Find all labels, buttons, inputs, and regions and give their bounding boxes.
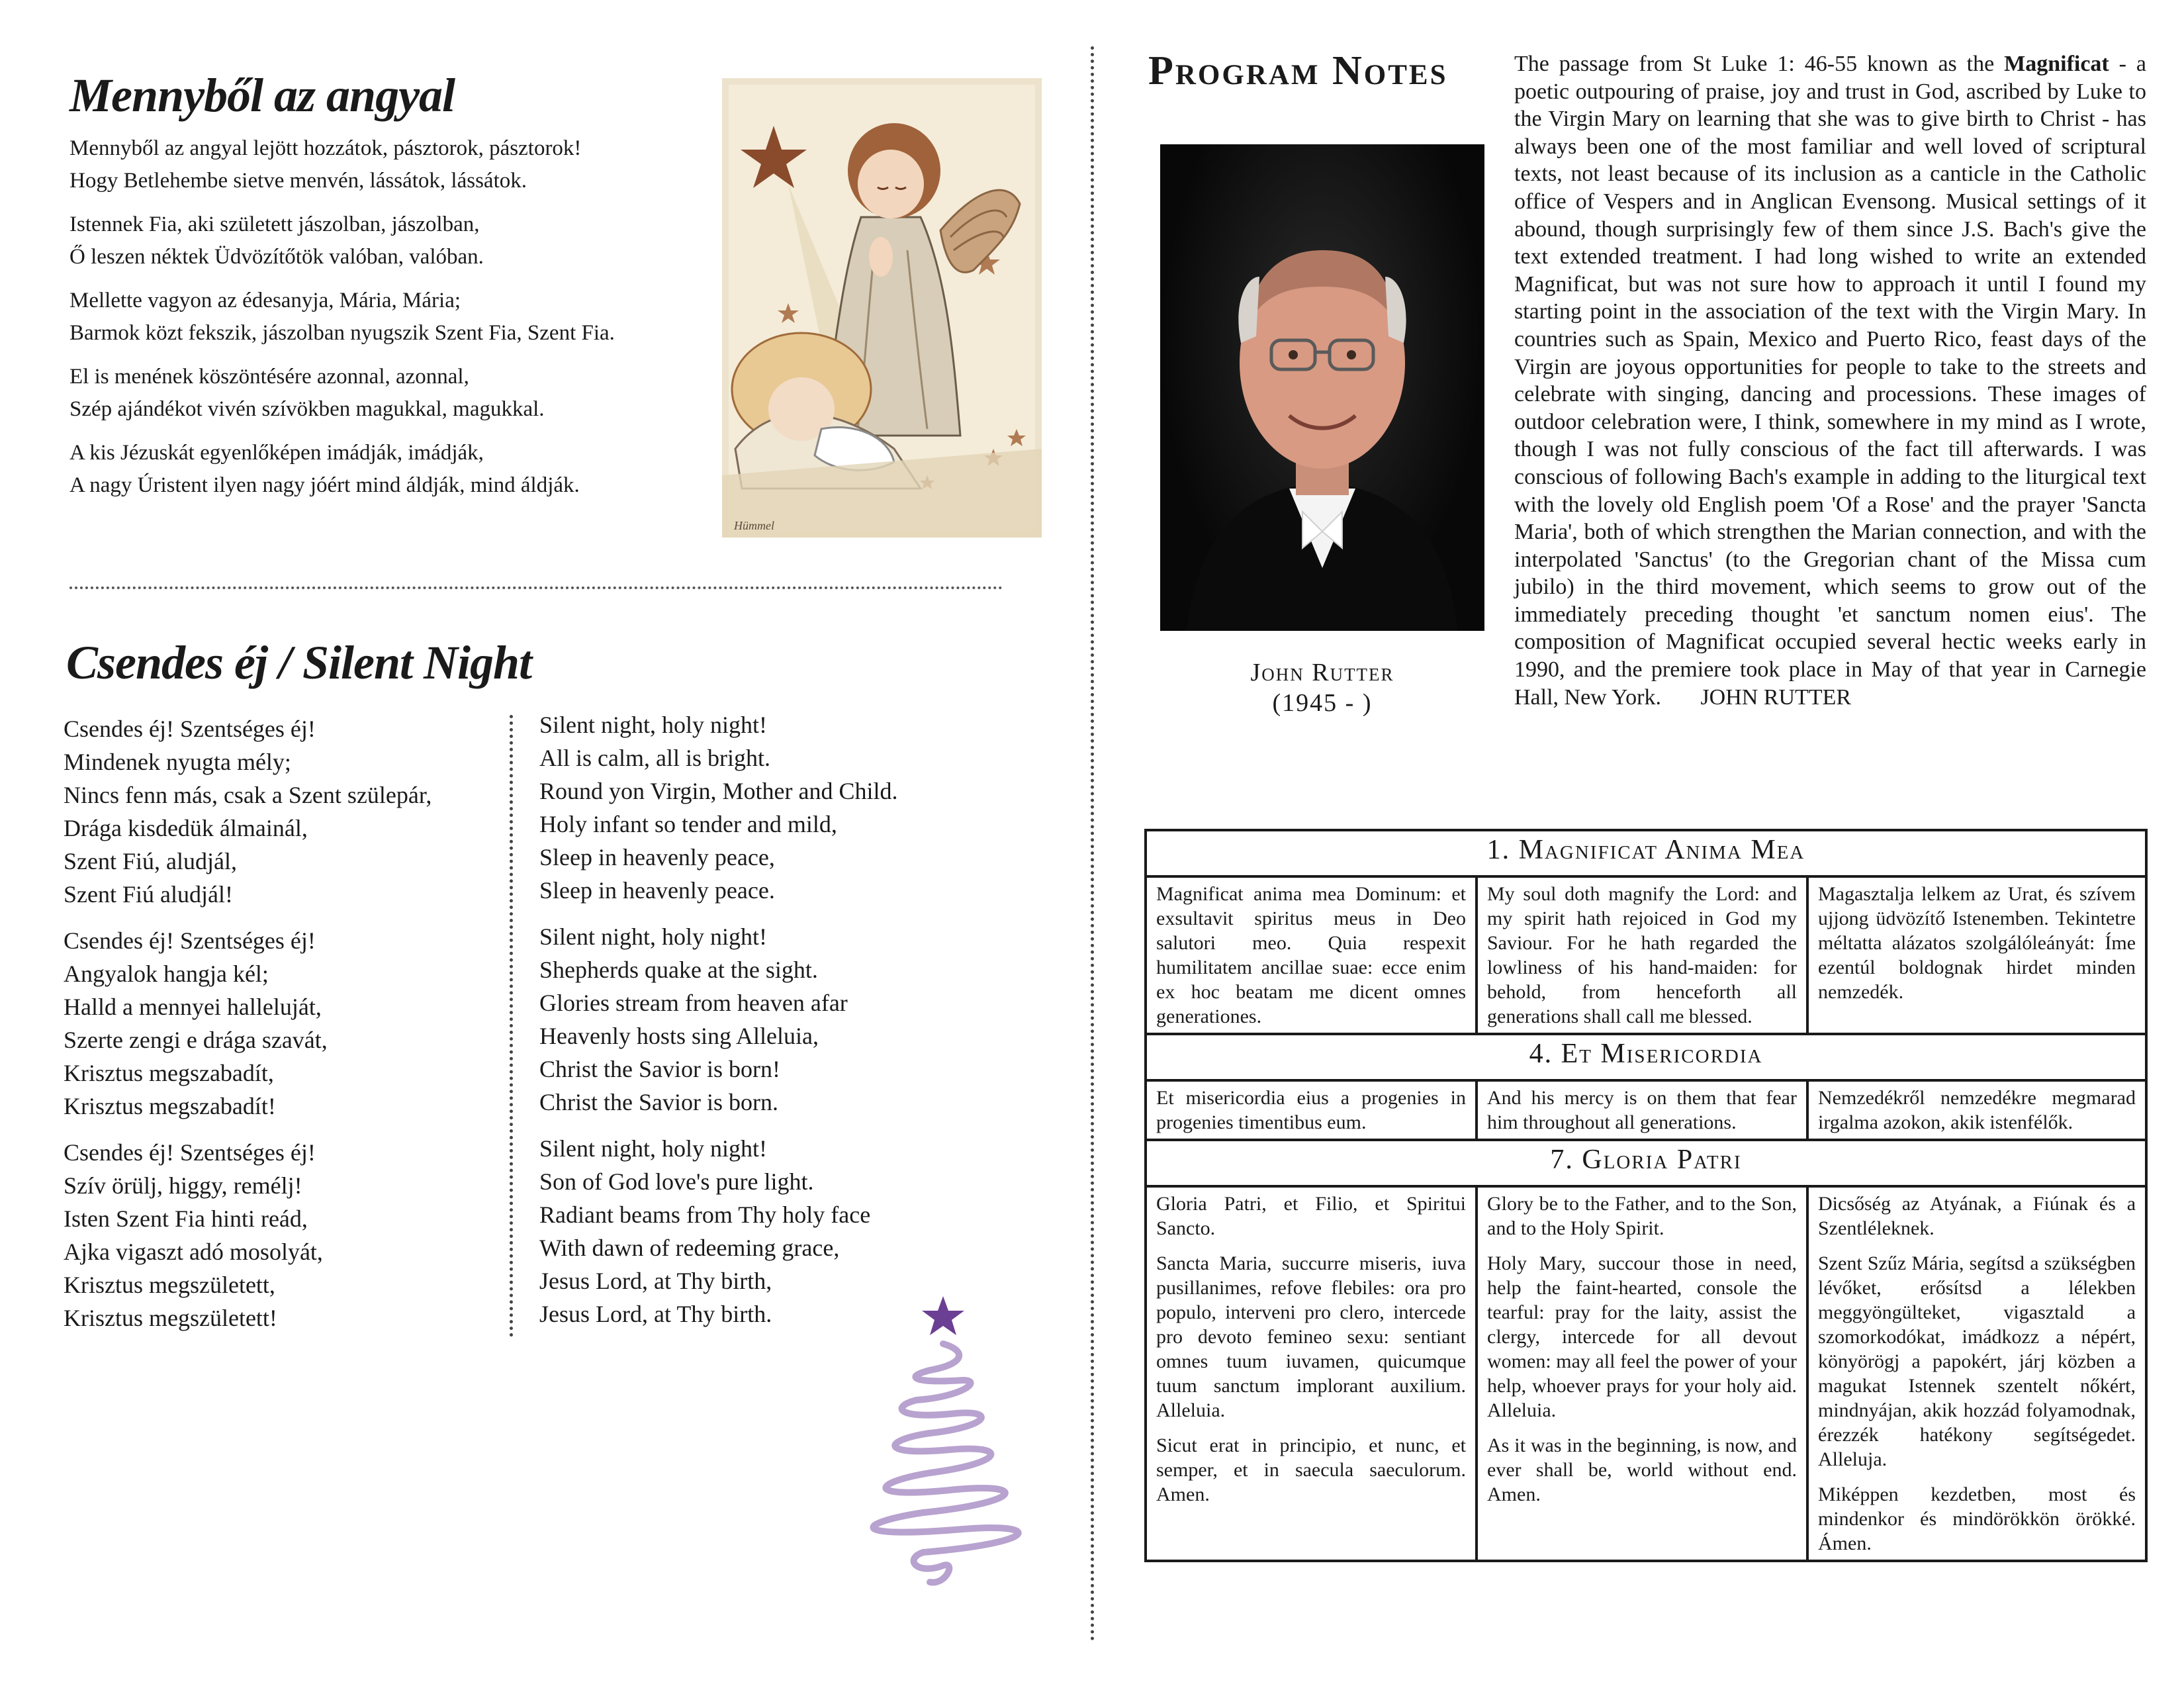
lyric-line: Sleep in heavenly peace, xyxy=(539,844,775,870)
section-header-row xyxy=(1146,1034,2146,1080)
composer-photo xyxy=(1160,144,1484,631)
hungarian-paragraph: Dicsőség az Atyának, a Fiúnak és a Szentléleknek. xyxy=(1818,1193,2136,1239)
program-notes-body xyxy=(1514,50,2146,711)
hungarian-text-cell xyxy=(1807,876,2146,1034)
lyric-line: Hogy Betlehembe sietve menvén, lássátok, lássátok. xyxy=(69,169,527,193)
silent-night-title: Csendes éj / Silent Night xyxy=(66,636,532,689)
stanza xyxy=(64,712,487,911)
lyric-line: Jesus Lord, at Thy birth, xyxy=(539,1268,772,1294)
lyric-line: Radiant beams from Thy holy face xyxy=(539,1201,871,1228)
latin-paragraph: Sicut erat in principio, et nunc, et semper, et in saecula saeculorum. Amen. xyxy=(1156,1434,1466,1505)
lyric-line: Christ the Savior is born! xyxy=(539,1056,780,1082)
lyric-line: Krisztus megszabadít! xyxy=(64,1093,276,1119)
program-notes-heading: Program Notes xyxy=(1148,48,1448,93)
lyric-line: El is menének köszöntésére azonnal, azonnal, xyxy=(69,365,469,389)
english-paragraph: Holy Mary, succour those in need, help the faint-hearted, console the tearful: pray for the laity, assist the clergy, intercede for all devout women: may all feel the power of your help, whoever prays for your holy aid. Alleluia. xyxy=(1487,1252,1797,1421)
silent-night-hungarian-lyrics xyxy=(64,712,487,1348)
composer-caption xyxy=(1160,657,1484,718)
page-divider xyxy=(1091,46,1094,1642)
hungarian-paragraph: Miképpen kezdetben, most és mindenkor és mindörökkön örökké. Ámen. xyxy=(1818,1483,2136,1554)
christmas-tree-ornament xyxy=(831,1291,1056,1589)
silent-night-english-lyrics xyxy=(539,708,1003,1344)
english-paragraph: And his mercy is on them that fear him throughout all generations. xyxy=(1487,1087,1797,1133)
angel-illustration xyxy=(722,78,1042,538)
column-divider xyxy=(510,715,513,1337)
lyric-line: With dawn of redeeming grace, xyxy=(539,1235,840,1261)
lyric-line: A kis Jézuskát egyenlőképen imádják, imádják, xyxy=(69,441,484,465)
lyric-line: Round yon Virgin, Mother and Child. xyxy=(539,778,898,804)
section-header-row xyxy=(1146,1140,2146,1186)
verse xyxy=(69,285,705,350)
lyric-line: Krisztus megszületett! xyxy=(64,1305,277,1331)
section-text-row xyxy=(1146,1186,2146,1561)
lyric-line: Heavenly hosts sing Alleluia, xyxy=(539,1023,819,1049)
lyric-line: A nagy Úristent ilyen nagy jóért mind áldják, mind áldják. xyxy=(69,473,580,497)
lyric-line: Szerte zengi e drága szavát, xyxy=(64,1027,328,1053)
stanza xyxy=(539,920,1003,1119)
magnificat-text-table xyxy=(1144,829,2148,1562)
notes-text: - a poetic outpouring of praise, joy and trust in God, ascribed by Luke to the Virgin Mary on learning that she was to give birth to Christ - has always been one of the most familiar and well loved of scriptural texts, not least because of its inclusion as a canticle in the Catholic office of Vespers and in Anglican Evensong. Musical settings of it abound, though surprisingly few of them since J.S. Bach's give the text extended treatment. I had long wished to write an extended Magnificat, but was not sure how to approach it until I found my starting point in the association of the text with the Virgin Mary. In countries such as Spain, Mexico and Puerto Rico, feast days of the Virgin are joyous opportunities for people to take to the streets and celebrate with singing, dancing and processions. These images of outdoor celebration were, I think, somewhere in my mind as I wrote, though I was not fully conscious of the fact till afterwards. I was conscious of following Bach's example in adding to the liturgical text with the lovely old English poem 'Of a Rose' and the prayer 'Sancta Maria', both of which strengthen the Marian connection, and with the interpolated 'Sanctus' (to the Gregorian chant of the Missa cum jubilo) in the third movement, which seems to grow out of the immediately preceding thought 'et sanctum nomen eius'. The composition of Magnificat occupied several hectic weeks early in 1990, and the premiere took place in May of that year in Carnegie Hall, New York. xyxy=(1514,52,2146,710)
lyric-line: Ő leszen néktek Üdvözítőtök valóban, valóban. xyxy=(69,245,484,269)
lyric-line: Barmok közt fekszik, jászolban nyugszik Szent Fia, Szent Fia. xyxy=(69,321,615,345)
latin-paragraph: Et misericordia eius a progenies in progenies timentibus eum. xyxy=(1156,1087,1466,1133)
lyric-line: Halld a mennyei halleluját, xyxy=(64,994,322,1020)
lyric-line: Csendes éj! Szentséges éj! xyxy=(64,927,316,954)
lyric-line: Szív örülj, higgy, remélj! xyxy=(64,1172,302,1199)
lyric-line: Ajka vigaszt adó mosolyát, xyxy=(64,1239,323,1265)
lyric-line: Angyalok hangja kél; xyxy=(64,961,269,987)
section-heading: 7. Gloria Patri xyxy=(1146,1140,2146,1186)
english-paragraph: As it was in the beginning, is now, and ever shall be, world without end. Amen. xyxy=(1487,1434,1797,1505)
lyric-line: Silent night, holy night! xyxy=(539,923,768,950)
latin-text-cell xyxy=(1146,1186,1477,1561)
lyric-line: Son of God love's pure light. xyxy=(539,1168,814,1195)
lyric-line: Csendes éj! Szentséges éj! xyxy=(64,1139,316,1166)
latin-text-cell xyxy=(1146,1080,1477,1140)
lyric-line: Isten Szent Fia hinti reád, xyxy=(64,1205,308,1232)
hungarian-text-cell xyxy=(1807,1080,2146,1140)
latin-text-cell xyxy=(1146,876,1477,1034)
hungarian-paragraph: Magasztalja lelkem az Urat, és szívem ujjong üdvözítő Istenemben. Tekintetre méltatta alázatos szolgálóleányát: Íme ezentúl boldognak hirdet minden nemzedék. xyxy=(1818,883,2136,1003)
lyric-line: Christ the Savior is born. xyxy=(539,1089,778,1115)
hungarian-text-cell xyxy=(1807,1186,2146,1561)
lyric-line: Krisztus megszabadít, xyxy=(64,1060,274,1086)
lyric-line: Sleep in heavenly peace. xyxy=(539,877,775,904)
verse xyxy=(69,437,705,502)
english-text-cell xyxy=(1477,1080,1807,1140)
stanza xyxy=(64,924,487,1123)
mennybol-title: Mennyből az angyal xyxy=(69,69,455,122)
verse xyxy=(69,209,705,273)
notes-intro: The passage from St Luke 1: 46-55 known as the xyxy=(1514,52,2005,76)
lyric-line: Mellette vagyon az édesanyja, Mária, Mária; xyxy=(69,289,461,312)
lyric-line: Silent night, holy night! xyxy=(539,1135,768,1162)
section-heading: 1. Magnificat Anima Mea xyxy=(1146,830,2146,876)
notes-magnificat-bold: Magnificat xyxy=(2004,52,2109,76)
lyric-line: Istennek Fia, aki született jászolban, jászolban, xyxy=(69,212,480,236)
stanza xyxy=(64,1136,487,1335)
lyric-line: Glories stream from heaven afar xyxy=(539,990,848,1016)
section-text-row xyxy=(1146,876,2146,1034)
hungarian-paragraph: Szent Szűz Mária, segítsd a szükségben lévőket, erősítsd a lélekben meggyöngülteket, vigasztald a szomorkodókat, imádkozz a népért, könyörögj a papokért, járj közben a magukat Istennek szentelt nőkért, mindnyájan, akik hozzád folyamodnak, érezzék hatékony segítségedet. Alleluja. xyxy=(1818,1252,2136,1470)
composer-dates: (1945 - ) xyxy=(1272,689,1373,717)
english-paragraph: My soul doth magnify the Lord: and my spirit hath rejoiced in God my Saviour. For he hath regarded the lowliness of his hand-maiden: for behold, from henceforth all generations shall call me blessed. xyxy=(1487,883,1797,1027)
section-heading: 4. Et Misericordia xyxy=(1146,1034,2146,1080)
lyric-line: Silent night, holy night! xyxy=(539,712,768,738)
lyric-line: Jesus Lord, at Thy birth. xyxy=(539,1301,772,1327)
english-text-cell xyxy=(1477,876,1807,1034)
lyric-line: Szent Fiú, aludjál, xyxy=(64,848,237,874)
section-header-row xyxy=(1146,830,2146,876)
latin-paragraph: Sancta Maria, succurre miseris, iuva pusillanimes, refove flebiles: ora pro populo, interveni pro clero, intercede pro devoto femineo sexu: sentiant omnes tuum iuvamen, quicumque tuum sanctum implorant auxilium. Alleluia. xyxy=(1156,1252,1466,1421)
verse xyxy=(69,132,705,197)
latin-paragraph: Magnificat anima mea Dominum: et exsultavit spiritus meus in Deo salutori meo. Quia respexit humilitatem ancillae suae: ecce enim ex hoc beatam me dicent omnes generationes. xyxy=(1156,883,1466,1027)
lyric-line: Drága kisdedük álmainál, xyxy=(64,815,308,841)
image-signature: Hümmel xyxy=(734,519,774,532)
hungarian-paragraph: Nemzedékről nemzedékre megmarad irgalma azokon, akik istenfélők. xyxy=(1818,1087,2136,1133)
lyric-line: Krisztus megszületett, xyxy=(64,1272,275,1298)
mennybol-lyrics xyxy=(69,132,705,513)
notes-signature: JOHN RUTTER xyxy=(1700,684,1852,710)
lyric-line: Csendes éj! Szentséges éj! xyxy=(64,716,316,742)
lyric-line: Szent Fiú aludjál! xyxy=(64,881,233,908)
stanza xyxy=(539,708,1003,907)
lyric-line: Shepherds quake at the sight. xyxy=(539,957,818,983)
latin-paragraph: Gloria Patri, et Filio, et Spiritui Sancto. xyxy=(1156,1193,1466,1239)
verse xyxy=(69,361,705,426)
section-text-row xyxy=(1146,1080,2146,1140)
lyric-line: Mennyből az angyal lejött hozzátok, pásztorok, pásztorok! xyxy=(69,136,582,160)
composer-name: John Rutter xyxy=(1250,659,1394,686)
lyric-line: Szép ajándékot vivén szívökben magukkal, magukkal. xyxy=(69,397,545,421)
english-paragraph: Glory be to the Father, and to the Son, and to the Holy Spirit. xyxy=(1487,1193,1797,1239)
lyric-line: Mindenek nyugta mély; xyxy=(64,749,291,775)
lyric-line: All is calm, all is bright. xyxy=(539,745,770,771)
section-divider xyxy=(69,586,1003,589)
lyric-line: Holy infant so tender and mild, xyxy=(539,811,837,837)
english-text-cell xyxy=(1477,1186,1807,1561)
lyric-line: Nincs fenn más, csak a Szent szülepár, xyxy=(64,782,432,808)
